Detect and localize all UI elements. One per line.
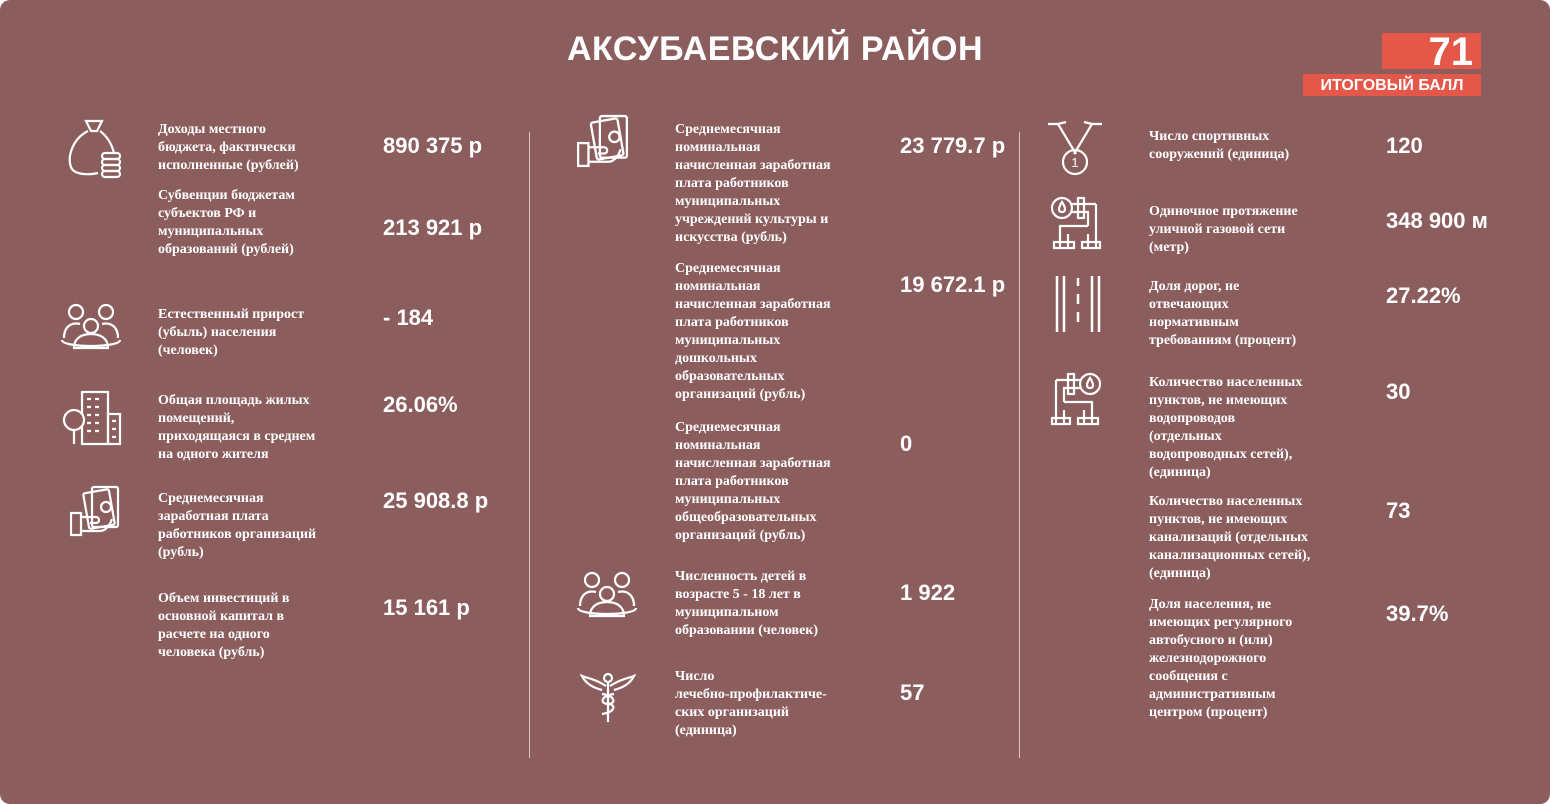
- children-group-icon: [576, 570, 638, 618]
- money-bag-icon: [64, 117, 124, 179]
- salary-hand-icon: [70, 485, 120, 537]
- indicator-value: 0: [900, 431, 913, 456]
- indicator-label: Субвенции бюджетам субъектов РФ и муниципальных образований (рублей): [158, 188, 295, 257]
- indicator-label: Доля дорог, не отвечающих нормативным требованиям (процент): [1149, 279, 1297, 348]
- indicator-value: 26.06%: [383, 392, 458, 417]
- indicator-value: 30: [1386, 379, 1411, 404]
- indicator-label: Численность детей в возрасте 5 - 18 лет в муниципальном образовании (человек): [675, 569, 819, 638]
- indicator-label: Общая площадь жилых помещений, приходящаяся в среднем на одного жителя: [158, 393, 316, 462]
- indicator-label: Доля населения, не имеющих регулярного автобусного и (или) железнодорожного сообщения с административным центром (процент): [1149, 597, 1293, 720]
- score-value: 71: [1428, 30, 1473, 74]
- indicator-label: Количество населенных пунктов, не имеющих водопроводов (отдельных водопроводных сетей), (единица): [1149, 375, 1303, 480]
- indicator-value: 73: [1386, 498, 1411, 523]
- indicator-label: Среднемесячная номинальная начисленная заработная плата работников муниципальных дошкольных образовательных организаций (рубль): [675, 261, 831, 402]
- medal-icon: [1046, 120, 1104, 178]
- salary-hand-icon: [577, 114, 629, 168]
- indicator-value: 348 900 м: [1386, 208, 1488, 233]
- indicator-label: Среднемесячная заработная плата работников организаций (рубль): [158, 491, 317, 560]
- indicator-value: 19 672.1 р: [900, 272, 1006, 297]
- indicator-value: 39.7%: [1386, 601, 1449, 626]
- indicator-value: 1 922: [900, 580, 956, 605]
- people-group-icon: [60, 302, 122, 350]
- svg-text:1: 1: [1071, 155, 1079, 170]
- score-label: ИТОГОВЫЙ БАЛЛ: [1303, 74, 1481, 96]
- district-title: АКСУБАЕВСКИЙ РАЙОН: [566, 30, 984, 68]
- indicator-value: 27.22%: [1386, 283, 1461, 308]
- indicator-value: 25 908.8 р: [383, 488, 489, 513]
- indicator-label: Одиночное протяжение уличной газовой сети (метр): [1149, 204, 1298, 255]
- indicator-value: 890 375 р: [383, 133, 483, 158]
- indicator-label: Среднемесячная номинальная начисленная заработная плата работников муниципальных учреждений культуры и искусства (рубль): [675, 122, 831, 245]
- gas-pipe-icon: [1048, 196, 1104, 252]
- indicator-value: 23 779.7 р: [900, 133, 1006, 158]
- indicator-label: Число лечебно-профилактиче- ских организаций (единица): [675, 669, 827, 738]
- road-icon: [1054, 276, 1102, 332]
- caduceus-icon: [580, 672, 636, 724]
- indicator-label: Среднемесячная номинальная начисленная заработная плата работников муниципальных общеобразовательных организаций (рубль): [675, 420, 831, 543]
- score-badge: [1382, 30, 1481, 74]
- column-divider: [529, 132, 530, 758]
- column-divider: [1019, 132, 1020, 758]
- indicator-value: 57: [900, 680, 925, 705]
- indicator-value: - 184: [383, 305, 434, 330]
- indicator-value: 213 921 р: [383, 215, 483, 240]
- indicator-label: Доходы местного бюджета, фактически исполненные (рублей): [158, 122, 299, 173]
- indicator-value: 15 161 р: [383, 595, 470, 620]
- indicator-label: Объем инвестиций в основной капитал в расчете на одного человека (рубль): [158, 591, 290, 660]
- indicator-label: Число спортивных сооружений (единица): [1149, 129, 1290, 162]
- building-tree-icon: [62, 390, 122, 446]
- indicator-label: Естественный прирост (убыль) населения (человек): [158, 307, 305, 358]
- indicator-value: 120: [1386, 133, 1423, 158]
- water-pipe-icon: [1048, 372, 1104, 428]
- indicator-label: Количество населенных пунктов, не имеющих канализаций (отдельных канализационных сетей), (единица): [1149, 494, 1311, 581]
